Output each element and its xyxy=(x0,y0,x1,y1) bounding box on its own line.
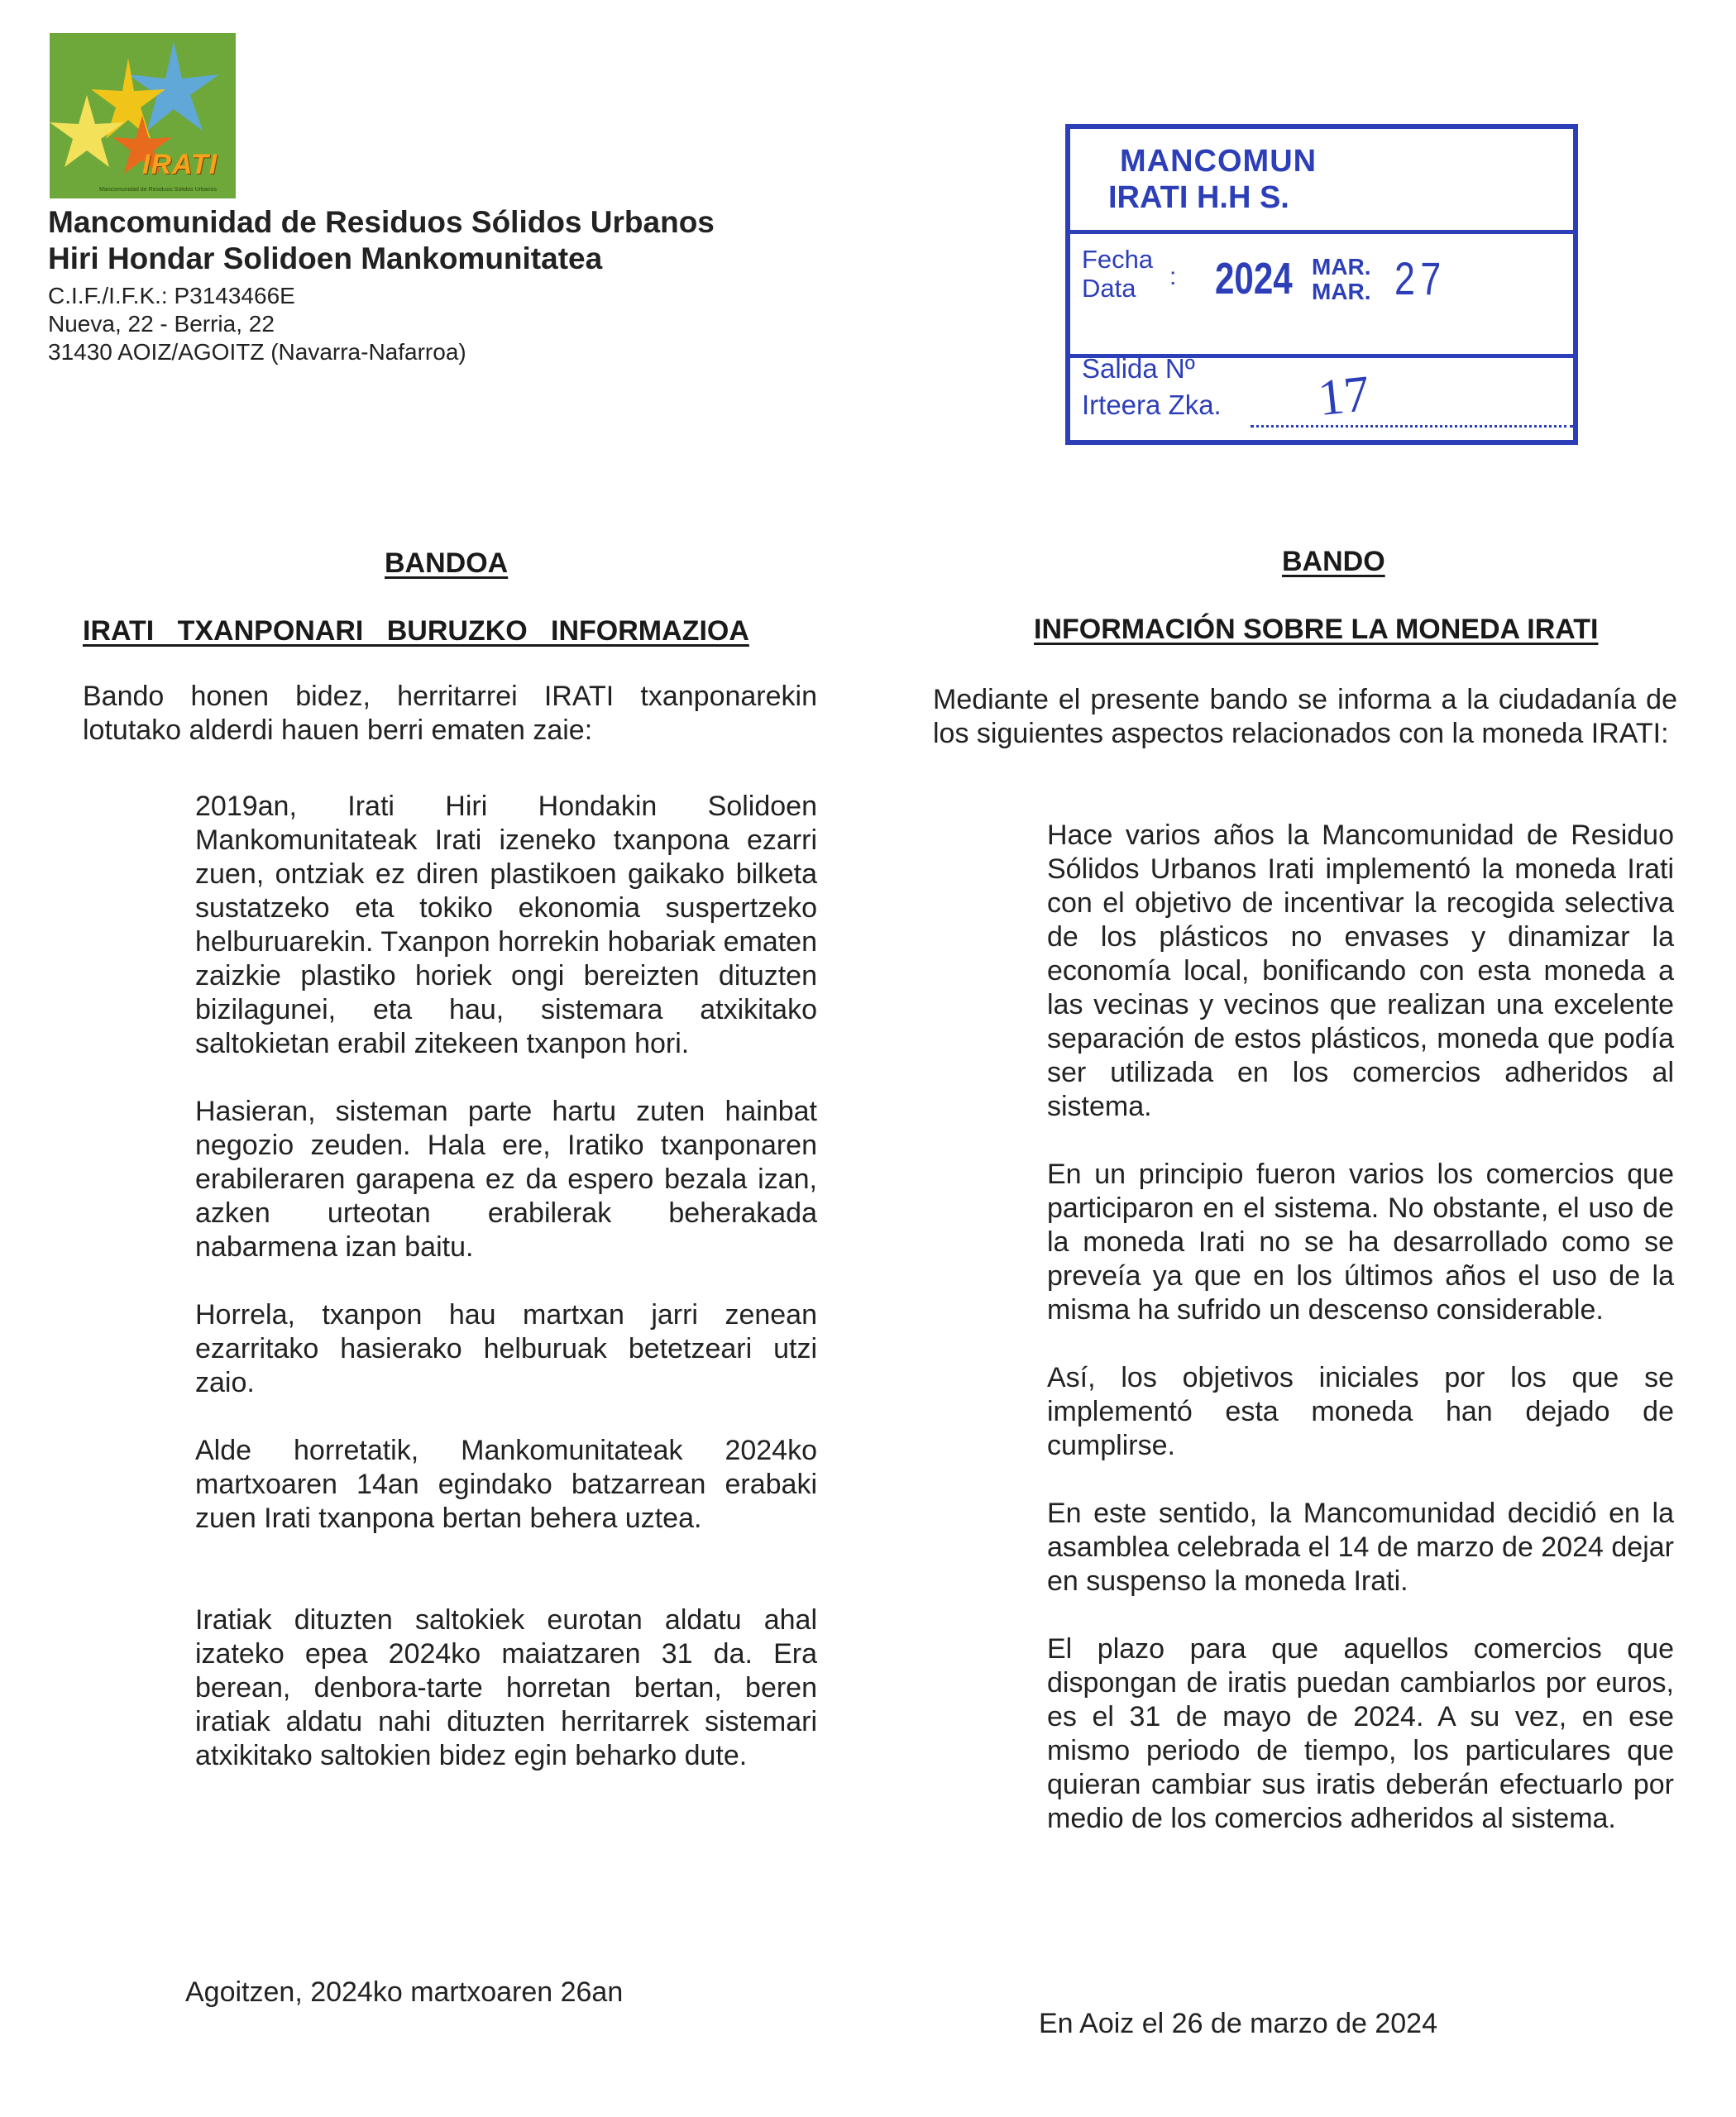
stamp-month xyxy=(1312,255,1371,304)
stamp-name-line2: IRATI H.H S. xyxy=(1108,180,1289,215)
stamp-name-line1: MANCOMUN xyxy=(1120,144,1318,179)
left-intro-block xyxy=(83,680,817,748)
right-paragraph-1: Hace varios años la Mancomunidad de Residuo Sólidos Urbanos Irati implementó la moneda Irati con el objetivo de incentivar la recogida selectiva de los plásticos no envases y dinamizar la economía local, bonificando con esta moneda a las vecinas y vecinos que realizan una excelente separación de estos plásticos, moneda que podía ser utilizada en los comercios adheridos al sistema. xyxy=(1047,820,1674,1122)
left-subheading: IRATI TXANPONARI BURUZKO INFORMAZIOA xyxy=(83,615,749,647)
stamp-date-labels xyxy=(1082,245,1153,303)
stamp-fecha-label: Fecha xyxy=(1082,245,1154,274)
right-date: En Aoiz el 26 de marzo de 2024 xyxy=(1039,2008,1437,2039)
stamp-data-label: Data xyxy=(1082,274,1136,303)
org-name-eu: Hiri Hondar Solidoen Mankomunitatea xyxy=(48,241,603,275)
organization-header xyxy=(48,204,792,366)
org-city: 31430 AOIZ/AGOITZ (Navarra-Nafarroa) xyxy=(48,339,466,365)
registry-stamp xyxy=(1065,124,1578,445)
stamp-colon: : xyxy=(1169,263,1177,290)
logo-subtext: Mancomunidad de Residuos Sólidos Urbanos xyxy=(99,187,218,193)
right-paragraph-4: En este sentido, la Mancomunidad decidió en la asamblea celebrada el 14 de marzo de 2024 dejar en suspenso la moneda Irati. xyxy=(1047,1498,1674,1597)
right-paragraph-3: Así, los objetivos iniciales por los que se implementó esta moneda han dejado de cumplirse. xyxy=(1047,1362,1674,1461)
stamp-exit-number: 17 xyxy=(1315,365,1373,428)
right-paragraph-2: En un principio fueron varios los comercios que participaron en el sistema. No obstante, el uso de la moneda Irati no se ha desarrollado como se preveía ya que en los últimos años el uso de la misma ha sufrido un descenso considerable. xyxy=(1047,1159,1674,1326)
stamp-day: 27 xyxy=(1394,252,1447,304)
stamp-dotted-line xyxy=(1251,425,1573,428)
left-paragraph-3: Horrela, txanpon hau martxan jarri zenean ezarritako hasierako helburuak betetzeari utzi zaio. xyxy=(195,1299,817,1398)
irati-logo xyxy=(50,33,236,198)
left-intro: Bando honen bidez, herritarrei IRATI txanponarekin lotutako alderdi hauen berri ematen zaie: xyxy=(83,681,817,746)
org-address: Nueva, 22 - Berria, 22 xyxy=(48,311,275,337)
left-body xyxy=(195,790,817,1773)
left-date: Agoitzen, 2024ko martxoaren 26an xyxy=(185,1976,624,2008)
stamp-year: 2024 xyxy=(1215,254,1293,303)
right-heading: BANDO xyxy=(1282,546,1385,577)
org-name-es: Mancomunidad de Residuos Sólidos Urbanos xyxy=(48,205,715,239)
stamp-month-eu: MAR. xyxy=(1312,279,1371,304)
left-heading: BANDOA xyxy=(385,547,509,579)
right-subheading: INFORMACIÓN SOBRE LA MONEDA IRATI xyxy=(1034,614,1599,645)
logo-wordmark: IRATI xyxy=(142,149,218,180)
stamp-salida-label: Salida Nº xyxy=(1082,353,1195,384)
org-cif: C.I.F./I.F.K.: P3143466E xyxy=(48,283,295,308)
left-paragraph-4: Alde horretatik, Mankomunitateak 2024ko martxoaren 14an egindako batzarrean erabaki zuen Irati txanpona bertan behera uztea. xyxy=(195,1435,817,1534)
stamp-exit-labels xyxy=(1082,351,1222,423)
stamp-irteera-label: Irteera Zka. xyxy=(1082,389,1222,420)
stamp-divider xyxy=(1070,230,1573,234)
left-paragraph-2: Hasieran, sisteman parte hartu zuten hainbat negozio zeuden. Hala ere, Iratiko txanponaren erabileraren garapena ez da espero bezala izan, azken urteotan erabilerak beherakada nabarmena izan baitu. xyxy=(195,1096,817,1263)
right-intro-block xyxy=(933,683,1677,751)
right-body xyxy=(1047,819,1674,1836)
stamp-month-es: MAR. xyxy=(1312,254,1371,280)
right-intro: Mediante el presente bando se informa a la ciudadanía de los siguientes aspectos relacionados con la moneda IRATI: xyxy=(933,684,1677,749)
left-paragraph-1: 2019an, Irati Hiri Hondakin Solidoen Mankomunitateak Irati izeneko txanpona ezarri zuen, ontziak ez diren plastikoen gaikako bilketa sustatzeko eta tokiko ekonomia suspertzeko helburuarekin. Txanpon horrekin hobariak ematen zaizkie plastiko horiek ongi bereizten dituzten bizilagunei, eta hau, sistemara atxikitako saltokietan erabil zitekeen txanpon hori. xyxy=(195,791,817,1059)
left-paragraph-5: Iratiak dituzten saltokiek eurotan aldatu ahal izateko epea 2024ko maiatzaren 31 da. Era berean, denbora-tarte horretan bertan, beren iratiak aldatu nahi dituzten herritarrek sistemari atxikitako saltokien bidez egin beharko dute. xyxy=(195,1604,817,1771)
right-paragraph-5: El plazo para que aquellos comercios que dispongan de iratis puedan cambiarlos por euros, es el 31 de mayo de 2024. A su vez, en ese mismo periodo de tiempo, los particulares que quieran cambiar sus iratis deberán efectuarlo por medio de los comercios adheridos al sistema. xyxy=(1047,1633,1674,1834)
